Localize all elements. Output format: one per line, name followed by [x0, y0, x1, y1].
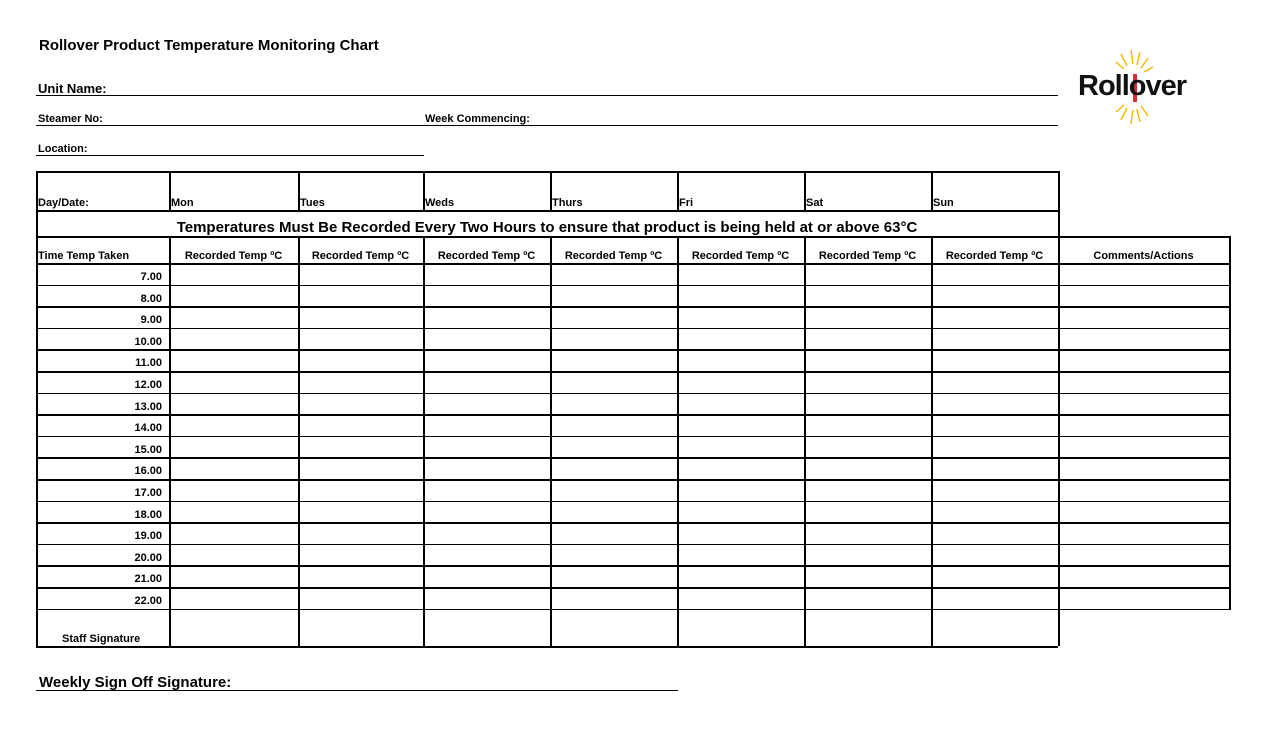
unit-name-line[interactable] — [36, 95, 1058, 96]
recorded-temp-cell[interactable] — [933, 524, 1057, 543]
recorded-temp-header: Recorded Temp ºC — [311, 250, 410, 262]
recorded-temp-cell[interactable] — [171, 287, 297, 306]
recorded-temp-cell[interactable] — [679, 287, 803, 306]
staff-signature-cell[interactable] — [300, 611, 422, 645]
recorded-temp-cell[interactable] — [933, 589, 1057, 608]
recorded-temp-cell[interactable] — [933, 503, 1057, 522]
comments-cell[interactable] — [1060, 287, 1228, 306]
recorded-temp-cell[interactable] — [806, 524, 930, 543]
comments-cell[interactable] — [1060, 351, 1228, 370]
recorded-temp-cell[interactable] — [679, 459, 803, 478]
recorded-temp-cell[interactable] — [171, 546, 297, 565]
day-header-mon: Mon — [171, 197, 194, 209]
recorded-temp-cell[interactable] — [933, 481, 1057, 500]
weekly-signoff-label: Weekly Sign Off Signature: — [39, 674, 232, 691]
day-header-weds: Weds — [425, 197, 455, 209]
steamer-week-line[interactable] — [36, 125, 1058, 126]
comments-cell[interactable] — [1060, 589, 1228, 608]
recorded-temp-cell[interactable] — [933, 287, 1057, 306]
recorded-temp-cell[interactable] — [300, 589, 422, 608]
time-temp-taken-header: Time Temp Taken — [38, 250, 130, 262]
recorded-temp-cell[interactable] — [552, 567, 676, 586]
table-top-border — [36, 171, 1058, 173]
recorded-temp-cell[interactable] — [171, 351, 297, 370]
recorded-temp-cell[interactable] — [171, 416, 297, 435]
recorded-temp-cell[interactable] — [171, 524, 297, 543]
time-slot-label: 11.00 — [135, 357, 162, 370]
recorded-temp-cell[interactable] — [552, 351, 676, 370]
comments-cell[interactable] — [1060, 416, 1228, 435]
recorded-temp-cell[interactable] — [171, 503, 297, 522]
recorded-temp-cell[interactable] — [679, 524, 803, 543]
recorded-temp-cell[interactable] — [806, 503, 930, 522]
recorded-temp-cell[interactable] — [425, 395, 549, 414]
recorded-temp-cell[interactable] — [171, 265, 297, 284]
recorded-temp-cell[interactable] — [425, 265, 549, 284]
recorded-temp-header: Recorded Temp ºC — [184, 250, 283, 262]
recorded-temp-cell[interactable] — [933, 438, 1057, 457]
comments-cell[interactable] — [1060, 524, 1228, 543]
time-slot-label: 9.00 — [140, 314, 162, 327]
recorded-temp-cell[interactable] — [552, 416, 676, 435]
time-slot-label: 7.00 — [140, 271, 162, 283]
logo-text: Rollover — [1078, 70, 1187, 102]
recorded-temp-cell[interactable] — [933, 567, 1057, 586]
time-slot-label: 14.00 — [134, 422, 162, 435]
recorded-temp-cell[interactable] — [806, 438, 930, 457]
recorded-temp-cell[interactable] — [552, 308, 676, 327]
recorded-temp-cell[interactable] — [806, 416, 930, 435]
day-header-sat: Sat — [806, 197, 824, 209]
comments-cell[interactable] — [1060, 438, 1228, 457]
table-right-border — [1229, 236, 1231, 610]
time-slot-label: 19.00 — [134, 530, 162, 543]
comments-cell[interactable] — [1060, 503, 1228, 522]
recorded-temp-cell[interactable] — [806, 330, 930, 349]
recorded-temp-header: Recorded Temp ºC — [945, 250, 1044, 262]
recorded-temp-cell[interactable] — [300, 481, 422, 500]
recorded-temp-cell[interactable] — [806, 287, 930, 306]
recorded-temp-cell[interactable] — [552, 265, 676, 284]
recorded-temp-header: Recorded Temp ºC — [437, 250, 536, 262]
staff-signature-cell[interactable] — [171, 611, 297, 645]
recorded-temp-cell[interactable] — [679, 330, 803, 349]
recorded-temp-cell[interactable] — [679, 481, 803, 500]
recorded-temp-cell[interactable] — [933, 265, 1057, 284]
recorded-temp-cell[interactable] — [933, 395, 1057, 414]
staff-signature-cell[interactable] — [552, 611, 676, 645]
recorded-temp-cell[interactable] — [425, 373, 549, 392]
page-title: Rollover Product Temperature Monitoring Chart — [39, 37, 379, 54]
week-commencing-label: Week Commencing: — [425, 113, 530, 125]
recorded-temp-cell[interactable] — [933, 308, 1057, 327]
recorded-temp-cell[interactable] — [552, 395, 676, 414]
recorded-temp-cell[interactable] — [806, 308, 930, 327]
recorded-temp-cell[interactable] — [300, 503, 422, 522]
recorded-temp-cell[interactable] — [425, 589, 549, 608]
comments-cell[interactable] — [1060, 567, 1228, 586]
day-row-border — [36, 210, 1058, 212]
recorded-temp-cell[interactable] — [933, 546, 1057, 565]
time-slot-label: 22.00 — [134, 595, 162, 607]
recorded-temp-cell[interactable] — [552, 589, 676, 608]
staff-signature-label: Staff Signature — [62, 633, 141, 645]
recorded-temp-header: Recorded Temp ºC — [564, 250, 663, 262]
recorded-temp-cell[interactable] — [425, 416, 549, 435]
time-slot-label: 13.00 — [134, 400, 162, 413]
banner-right-border — [1058, 210, 1060, 236]
comments-cell[interactable] — [1060, 459, 1228, 478]
recorded-temp-cell[interactable] — [806, 265, 930, 284]
recorded-temp-cell[interactable] — [806, 481, 930, 500]
recorded-temp-cell[interactable] — [679, 438, 803, 457]
recorded-temp-cell[interactable] — [171, 567, 297, 586]
recorded-temp-cell[interactable] — [552, 459, 676, 478]
recorded-temp-cell[interactable] — [679, 546, 803, 565]
time-slot-label: 21.00 — [134, 573, 162, 586]
weekly-signoff-line[interactable] — [36, 690, 678, 691]
recorded-temp-cell[interactable] — [171, 330, 297, 349]
recorded-temp-cell[interactable] — [679, 308, 803, 327]
recorded-temp-cell[interactable] — [300, 373, 422, 392]
recorded-temp-cell[interactable] — [171, 481, 297, 500]
staff-signature-cell[interactable] — [425, 611, 549, 645]
recorded-temp-cell[interactable] — [300, 287, 422, 306]
recorded-temp-cell[interactable] — [933, 351, 1057, 370]
comments-cell[interactable] — [1060, 546, 1228, 565]
comments-cell[interactable] — [1060, 395, 1228, 414]
recorded-temp-cell[interactable] — [300, 524, 422, 543]
recorded-temp-cell[interactable] — [300, 395, 422, 414]
recorded-temp-cell[interactable] — [300, 459, 422, 478]
recorded-temp-cell[interactable] — [171, 459, 297, 478]
recorded-temp-cell[interactable] — [806, 373, 930, 392]
steamer-no-label: Steamer No: — [38, 113, 103, 125]
recorded-temp-cell[interactable] — [425, 503, 549, 522]
daydate-label: Day/Date: — [38, 197, 89, 209]
recorded-temp-cell[interactable] — [300, 265, 422, 284]
time-slot-label: 10.00 — [134, 335, 162, 348]
recorded-temp-cell[interactable] — [679, 503, 803, 522]
time-slot-label: 20.00 — [134, 551, 162, 564]
recorded-temp-cell[interactable] — [425, 351, 549, 370]
recorded-temp-cell[interactable] — [552, 330, 676, 349]
day-header-thurs: Thurs — [552, 197, 583, 209]
recorded-temp-cell[interactable] — [679, 589, 803, 608]
comments-cell[interactable] — [1060, 481, 1228, 500]
recorded-temp-cell[interactable] — [552, 481, 676, 500]
recorded-temp-cell[interactable] — [806, 459, 930, 478]
recorded-temp-cell[interactable] — [806, 546, 930, 565]
recorded-temp-header: Recorded Temp ºC — [691, 250, 790, 262]
banner-row-border — [36, 236, 1229, 238]
recorded-temp-cell[interactable] — [300, 308, 422, 327]
recorded-temp-cell[interactable] — [425, 481, 549, 500]
recorded-temp-cell[interactable] — [425, 287, 549, 306]
recorded-temp-cell[interactable] — [933, 416, 1057, 435]
recorded-temp-cell[interactable] — [679, 416, 803, 435]
recorded-temp-cell[interactable] — [300, 438, 422, 457]
recorded-temp-cell[interactable] — [425, 524, 549, 543]
location-label: Location: — [38, 143, 88, 155]
day-header-sun: Sun — [933, 197, 954, 209]
recorded-temp-cell[interactable] — [300, 416, 422, 435]
recorded-temp-cell[interactable] — [679, 351, 803, 370]
recorded-temp-cell[interactable] — [425, 567, 549, 586]
day-header-tues: Tues — [300, 197, 325, 209]
recorded-temp-cell[interactable] — [552, 524, 676, 543]
recorded-temp-cell[interactable] — [806, 567, 930, 586]
recorded-temp-cell[interactable] — [425, 438, 549, 457]
staff-signature-cell[interactable] — [679, 611, 803, 645]
recorded-temp-cell[interactable] — [425, 308, 549, 327]
comments-cell[interactable] — [1060, 265, 1228, 284]
recorded-temp-cell[interactable] — [806, 351, 930, 370]
recorded-temp-cell[interactable] — [806, 589, 930, 608]
recorded-temp-cell[interactable] — [300, 567, 422, 586]
recorded-temp-cell[interactable] — [679, 265, 803, 284]
recorded-temp-cell[interactable] — [806, 395, 930, 414]
time-slot-label: 15.00 — [134, 443, 162, 456]
time-slot-label: 18.00 — [134, 508, 162, 521]
time-slot-label: 12.00 — [134, 379, 162, 391]
time-slot-label: 16.00 — [134, 465, 162, 478]
recorded-temp-cell[interactable] — [552, 287, 676, 306]
recorded-temp-cell[interactable] — [300, 351, 422, 370]
staff-signature-cell[interactable] — [933, 611, 1057, 645]
recorded-temp-cell[interactable] — [425, 546, 549, 565]
recorded-temp-cell[interactable] — [300, 546, 422, 565]
comments-actions-header: Comments/Actions — [1093, 250, 1194, 262]
recorded-temp-cell[interactable] — [552, 373, 676, 392]
recorded-temp-cell[interactable] — [552, 438, 676, 457]
comments-cell[interactable] — [1060, 373, 1228, 392]
recorded-temp-cell[interactable] — [171, 395, 297, 414]
time-slot-label: 8.00 — [140, 292, 162, 305]
recorded-temp-cell[interactable] — [679, 395, 803, 414]
recorded-temp-cell[interactable] — [933, 459, 1057, 478]
day-header-fri: Fri — [679, 197, 694, 209]
recorded-temp-header: Recorded Temp ºC — [818, 250, 917, 262]
location-line[interactable] — [36, 155, 424, 156]
time-slot-label: 17.00 — [134, 487, 162, 499]
unit-name-label: Unit Name: — [38, 81, 107, 96]
recorded-temp-cell[interactable] — [300, 330, 422, 349]
recorded-temp-cell[interactable] — [552, 503, 676, 522]
recorded-temp-cell[interactable] — [425, 330, 549, 349]
recorded-temp-cell[interactable] — [425, 459, 549, 478]
recorded-temp-cell[interactable] — [171, 438, 297, 457]
instruction-banner: Temperatures Must Be Recorded Every Two Hours to ensure that product is being held at or above 63°C — [176, 219, 918, 236]
recorded-temp-cell[interactable] — [679, 567, 803, 586]
rollover-logo — [1076, 50, 1226, 126]
recorded-temp-cell[interactable] — [171, 589, 297, 608]
staff-signature-cell[interactable] — [806, 611, 930, 645]
recorded-temp-cell[interactable] — [171, 373, 297, 392]
signature-row-border — [36, 646, 1058, 648]
recorded-temp-cell[interactable] — [933, 373, 1057, 392]
recorded-temp-cell[interactable] — [552, 546, 676, 565]
recorded-temp-cell[interactable] — [933, 330, 1057, 349]
comments-cell[interactable] — [1060, 308, 1228, 327]
comments-cell[interactable] — [1060, 330, 1228, 349]
day-column-border — [1058, 171, 1060, 210]
recorded-temp-cell[interactable] — [679, 373, 803, 392]
recorded-temp-cell[interactable] — [171, 308, 297, 327]
